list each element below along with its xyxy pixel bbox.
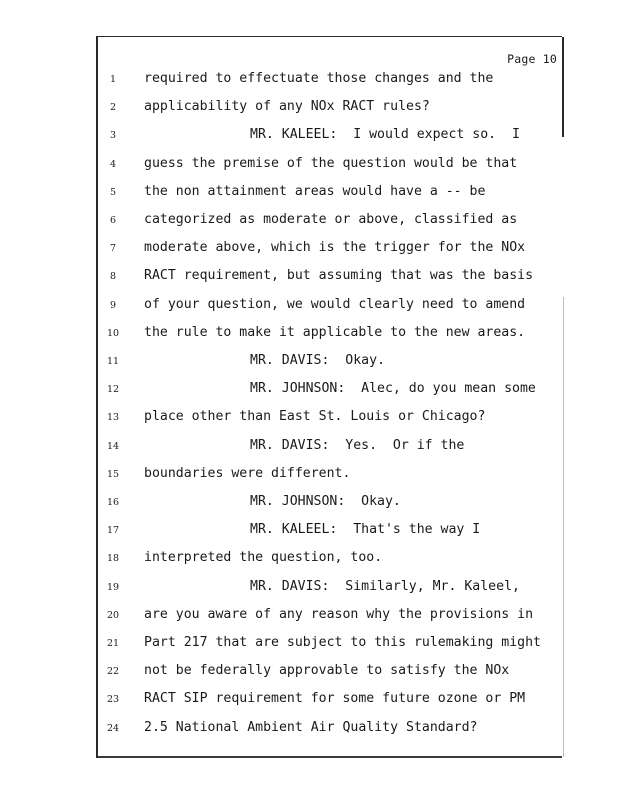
- transcript-line: [0, 519, 619, 547]
- line-number: 13: [106, 412, 120, 424]
- line-number: 14: [106, 440, 120, 452]
- transcript-line: [0, 350, 619, 378]
- line-text: MR. KALEEL: I would expect so. I: [250, 127, 520, 143]
- line-text: Part 217 that are subject to this rulemaking might: [144, 635, 541, 650]
- page-number: Page 10: [507, 52, 557, 66]
- transcript-line: [0, 153, 619, 181]
- line-text: MR. JOHNSON: Alec, do you mean some: [250, 381, 536, 397]
- line-text: place other than East St. Louis or Chicago?: [144, 409, 486, 425]
- transcript-line: [0, 96, 619, 124]
- line-number: 8: [109, 271, 117, 283]
- transcript-line: [0, 435, 619, 463]
- transcript-line: [0, 322, 619, 350]
- line-text: not be federally approvable to satisfy the NOx: [144, 663, 510, 679]
- line-number: 10: [106, 327, 120, 339]
- line-text: required to effectuate those changes and the: [144, 71, 494, 86]
- line-number: 2: [109, 102, 117, 114]
- page-border-bottom: [98, 756, 562, 758]
- transcript-line: [0, 68, 619, 96]
- line-number: 12: [106, 384, 120, 396]
- line-number: 16: [106, 497, 120, 508]
- line-text: 2.5 National Ambient Air Quality Standard?: [144, 719, 478, 735]
- line-text: MR. DAVIS: Yes. Or if the: [250, 437, 465, 453]
- transcript-line: [0, 576, 619, 604]
- line-number: 20: [106, 609, 120, 621]
- transcript-line: [0, 181, 619, 209]
- line-text: the rule to make it applicable to the new areas.: [144, 324, 526, 340]
- transcript-line: [0, 406, 619, 434]
- line-text: guess the premise of the question would be that: [144, 155, 518, 171]
- line-text: MR. DAVIS: Okay.: [250, 353, 385, 368]
- line-number: 6: [109, 215, 117, 226]
- transcript-line: [0, 660, 619, 688]
- line-text: MR. DAVIS: Similarly, Mr. Kaleel,: [250, 578, 520, 594]
- line-number: 7: [109, 243, 117, 255]
- transcript-line: [0, 265, 619, 293]
- line-number: 3: [109, 130, 117, 142]
- transcript-line: [0, 294, 619, 322]
- line-number: 19: [106, 581, 120, 593]
- line-number: 23: [106, 694, 120, 706]
- transcript-line: [0, 547, 619, 575]
- line-number: 1: [109, 74, 117, 85]
- line-number: 11: [106, 356, 120, 367]
- transcript-line: [0, 632, 619, 660]
- line-number: 9: [109, 299, 117, 311]
- line-number: 18: [106, 553, 120, 565]
- line-text: RACT SIP requirement for some future ozone or PM: [144, 691, 526, 707]
- transcript-line: [0, 463, 619, 491]
- transcript-line: [0, 378, 619, 406]
- line-text: categorized as moderate or above, classified as: [144, 212, 518, 227]
- line-text: are you aware of any reason why the provisions in: [144, 606, 534, 622]
- transcript-line: [0, 209, 619, 237]
- line-text: boundaries were different.: [144, 465, 351, 481]
- line-number: 22: [106, 666, 120, 678]
- line-number: 24: [106, 722, 120, 734]
- transcript-line: [0, 688, 619, 716]
- transcript-line: [0, 491, 619, 519]
- line-number: 5: [109, 186, 117, 198]
- line-text: MR. JOHNSON: Okay.: [250, 494, 401, 509]
- line-text: interpreted the question, too.: [144, 550, 383, 566]
- line-text: RACT requirement, but assuming that was the basis: [144, 268, 534, 284]
- transcript-line: [0, 237, 619, 265]
- line-text: of your question, we would clearly need to amend: [144, 296, 526, 312]
- transcript-line: [0, 124, 619, 152]
- line-text: MR. KALEEL: That's the way I: [250, 522, 481, 538]
- transcript-line: [0, 717, 619, 745]
- line-text: moderate above, which is the trigger for the NOx: [144, 240, 526, 256]
- line-text: applicability of any NOx RACT rules?: [144, 99, 430, 115]
- line-number: 21: [106, 638, 120, 649]
- line-number: 17: [106, 525, 120, 537]
- line-text: the non attainment areas would have a -- be: [144, 183, 486, 199]
- transcript-line: [0, 604, 619, 632]
- line-number: 4: [109, 158, 117, 170]
- line-number: 15: [106, 468, 120, 480]
